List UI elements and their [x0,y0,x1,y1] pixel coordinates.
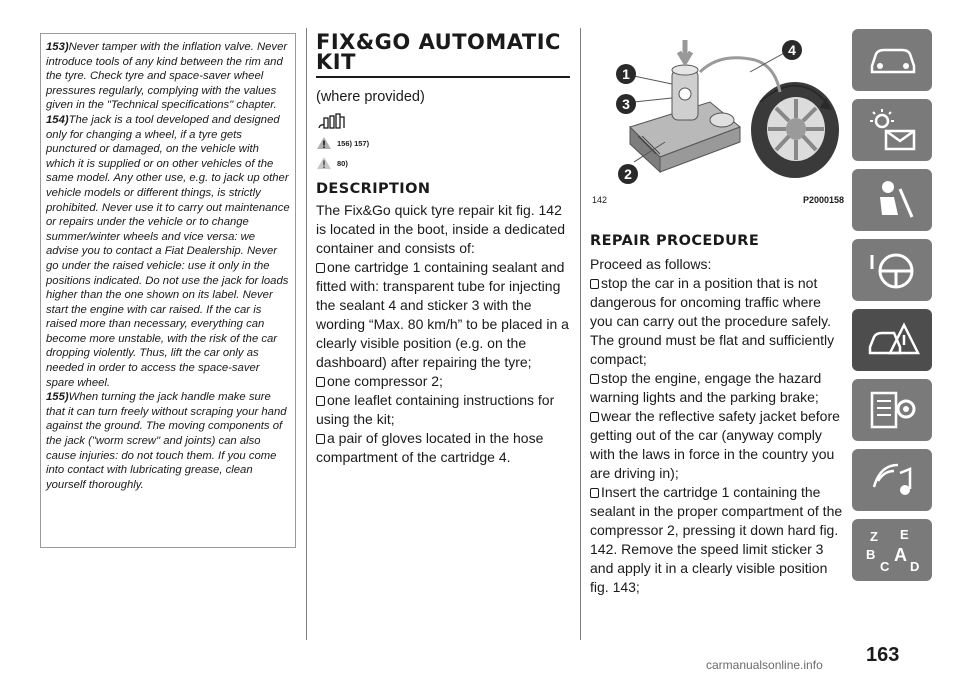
note-154: 154)The jack is a tool developed and designed only for changing a wheel, if a tyre gets punctured or damaged, on the vehicle with which it is supplied or on other vehicles of the same model. Any other use, e.g. to jack up other vehicle models or different things, is strictly prohibited. Never use it to carry out maintenance or repairs under the vehicle or to change summer/winter wheels and vice versa: we advise you to contact a Fiat Dealership. Never go under the raised vehicle: use it only in the positions indicated. Do not use the jack for loads higher than the one shown on its label. Never start the engine with car raised. If the car is raised more than necessary, everything can become more unstable, with the risk of the car dropping violently. Thus, lift the car only as needed in order to access the space-saver spare wheel. [46,113,290,389]
bullet-icon [316,263,325,273]
figure-142 [590,32,846,192]
list-item: one compressor 2; [316,372,570,391]
list-item: stop the car in a position that is not dangerous for oncoming traffic where you can carry out the procedure safely. The ground must be flat and sufficiently compact; [590,275,835,367]
tab-multimedia[interactable] [852,449,932,511]
list-item: stop the engine, engage the hazard warning lights and the parking brake; [590,370,822,405]
list-item: one leaflet containing instructions for using the kit; [316,392,555,427]
list-item: a pair of gloves located in the hose compartment of the cartridge 4. [316,430,544,465]
figure-number: 142 [592,195,608,205]
chapter-sidebar [852,29,932,589]
bullet-icon [590,374,599,384]
bullet-icon [316,396,325,406]
repair-procedure-heading: REPAIR PROCEDURE [590,233,760,249]
bullet-icon [316,377,325,387]
alphabetical-index-icon [860,525,924,575]
bullet-icon [316,434,325,444]
middle-column [316,32,570,467]
note-155: 155)When turning the jack handle make sure that it can turn freely without scraping your hand against the ground. The moving components of the jack ("worm screw" and joints) can also cause injuries: do not touch them. If you come into contact with lubricating grease, clean yourself thoroughly. [46,391,287,491]
tab-maintenance[interactable] [852,379,932,441]
tab-dashboard-lights[interactable] [852,99,932,161]
callout-4 [782,40,802,60]
callout-3 [616,94,636,114]
svg-text:A: A [894,545,907,565]
cartridge-drawing [672,40,698,120]
warning-reference [316,133,570,153]
svg-text:B: B [866,547,876,562]
list-item: wear the reflective safety jacket before getting out of the car (anyway comply with the laws in force in the country you are driving in); [590,408,840,481]
tyre-repair-kit-illustration [590,32,846,192]
note-153: 153)Never tamper with the inflation valve. Never introduce tools of any kind between the rim and the tyre. Check tyre and space-saver wheel pressures regularly, complying with the values given in the "Technical specifications" chapter. [46,41,288,112]
bullet-icon [590,488,599,498]
list-item: one cartridge 1 containing sealant and fitted with: transparent tube for injecting the sealant 4 and sticker 3 with the wording “Max. 80 km/h” to be placed in a clearly visible position (e.g. on the dashboard) after repairing the tyre; [316,259,569,370]
warning-triangle-icon [316,136,332,150]
tab-safety[interactable] [852,169,932,231]
svg-text:2: 2 [624,166,632,182]
hose-drawing [700,58,780,92]
kit-mini-icon [316,111,570,133]
steering-wheel-icon [864,247,920,293]
page-title: FIX&GO AUTOMATIC KIT [316,32,570,78]
multimedia-music-icon [864,457,920,503]
emergency-car-icon [864,317,920,363]
right-column [590,32,846,597]
callout-2 [618,164,638,184]
tab-emergency[interactable] [852,309,932,371]
svg-text:Z: Z [870,529,878,544]
watermark: carmanualsonline.info [706,658,823,672]
callout-1 [616,64,636,84]
tab-index[interactable] [852,519,932,581]
figure-caption [590,195,846,205]
caution-triangle-icon [316,156,332,170]
warning-lights-icon [864,107,920,153]
subtitle: (where provided) [316,89,425,105]
airbag-seat-icon [864,177,920,223]
warning-notes-box [40,33,296,548]
tyre-drawing [751,82,839,178]
page-number: 163 [866,644,900,666]
svg-text:4: 4 [788,42,796,58]
svg-text:D: D [910,559,920,574]
compressor-small-icon [316,111,348,131]
caution-reference [316,153,570,173]
warning-refs-text: 156) 157) [337,138,370,148]
column-divider-left [306,28,307,640]
tab-car-overview[interactable] [852,29,932,91]
bullet-icon [590,412,599,422]
description-intro: The Fix&Go quick tyre repair kit fig. 142 is located in the boot, inside a dedicated container and consists of: [316,202,566,256]
car-icon [864,40,920,80]
column-divider-right [580,28,581,640]
description-heading: DESCRIPTION [316,181,431,197]
procedure-intro: Proceed as follows: [590,256,712,272]
svg-text:1: 1 [622,66,630,82]
maintenance-checklist-icon [864,387,920,433]
caution-refs-text: 80) [337,158,348,168]
bullet-icon [590,279,599,289]
tab-driving[interactable] [852,239,932,301]
svg-text:3: 3 [622,96,630,112]
svg-text:E: E [900,527,909,542]
list-item: Insert the cartridge 1 containing the sealant in the proper compartment of the compressor 2, pressing it down hard fig. 142. Remove the speed limit sticker 3 and apply it in a clearly visible position fig. 143; [590,484,843,595]
svg-text:C: C [880,559,890,574]
figure-code: P2000158 [802,195,844,205]
